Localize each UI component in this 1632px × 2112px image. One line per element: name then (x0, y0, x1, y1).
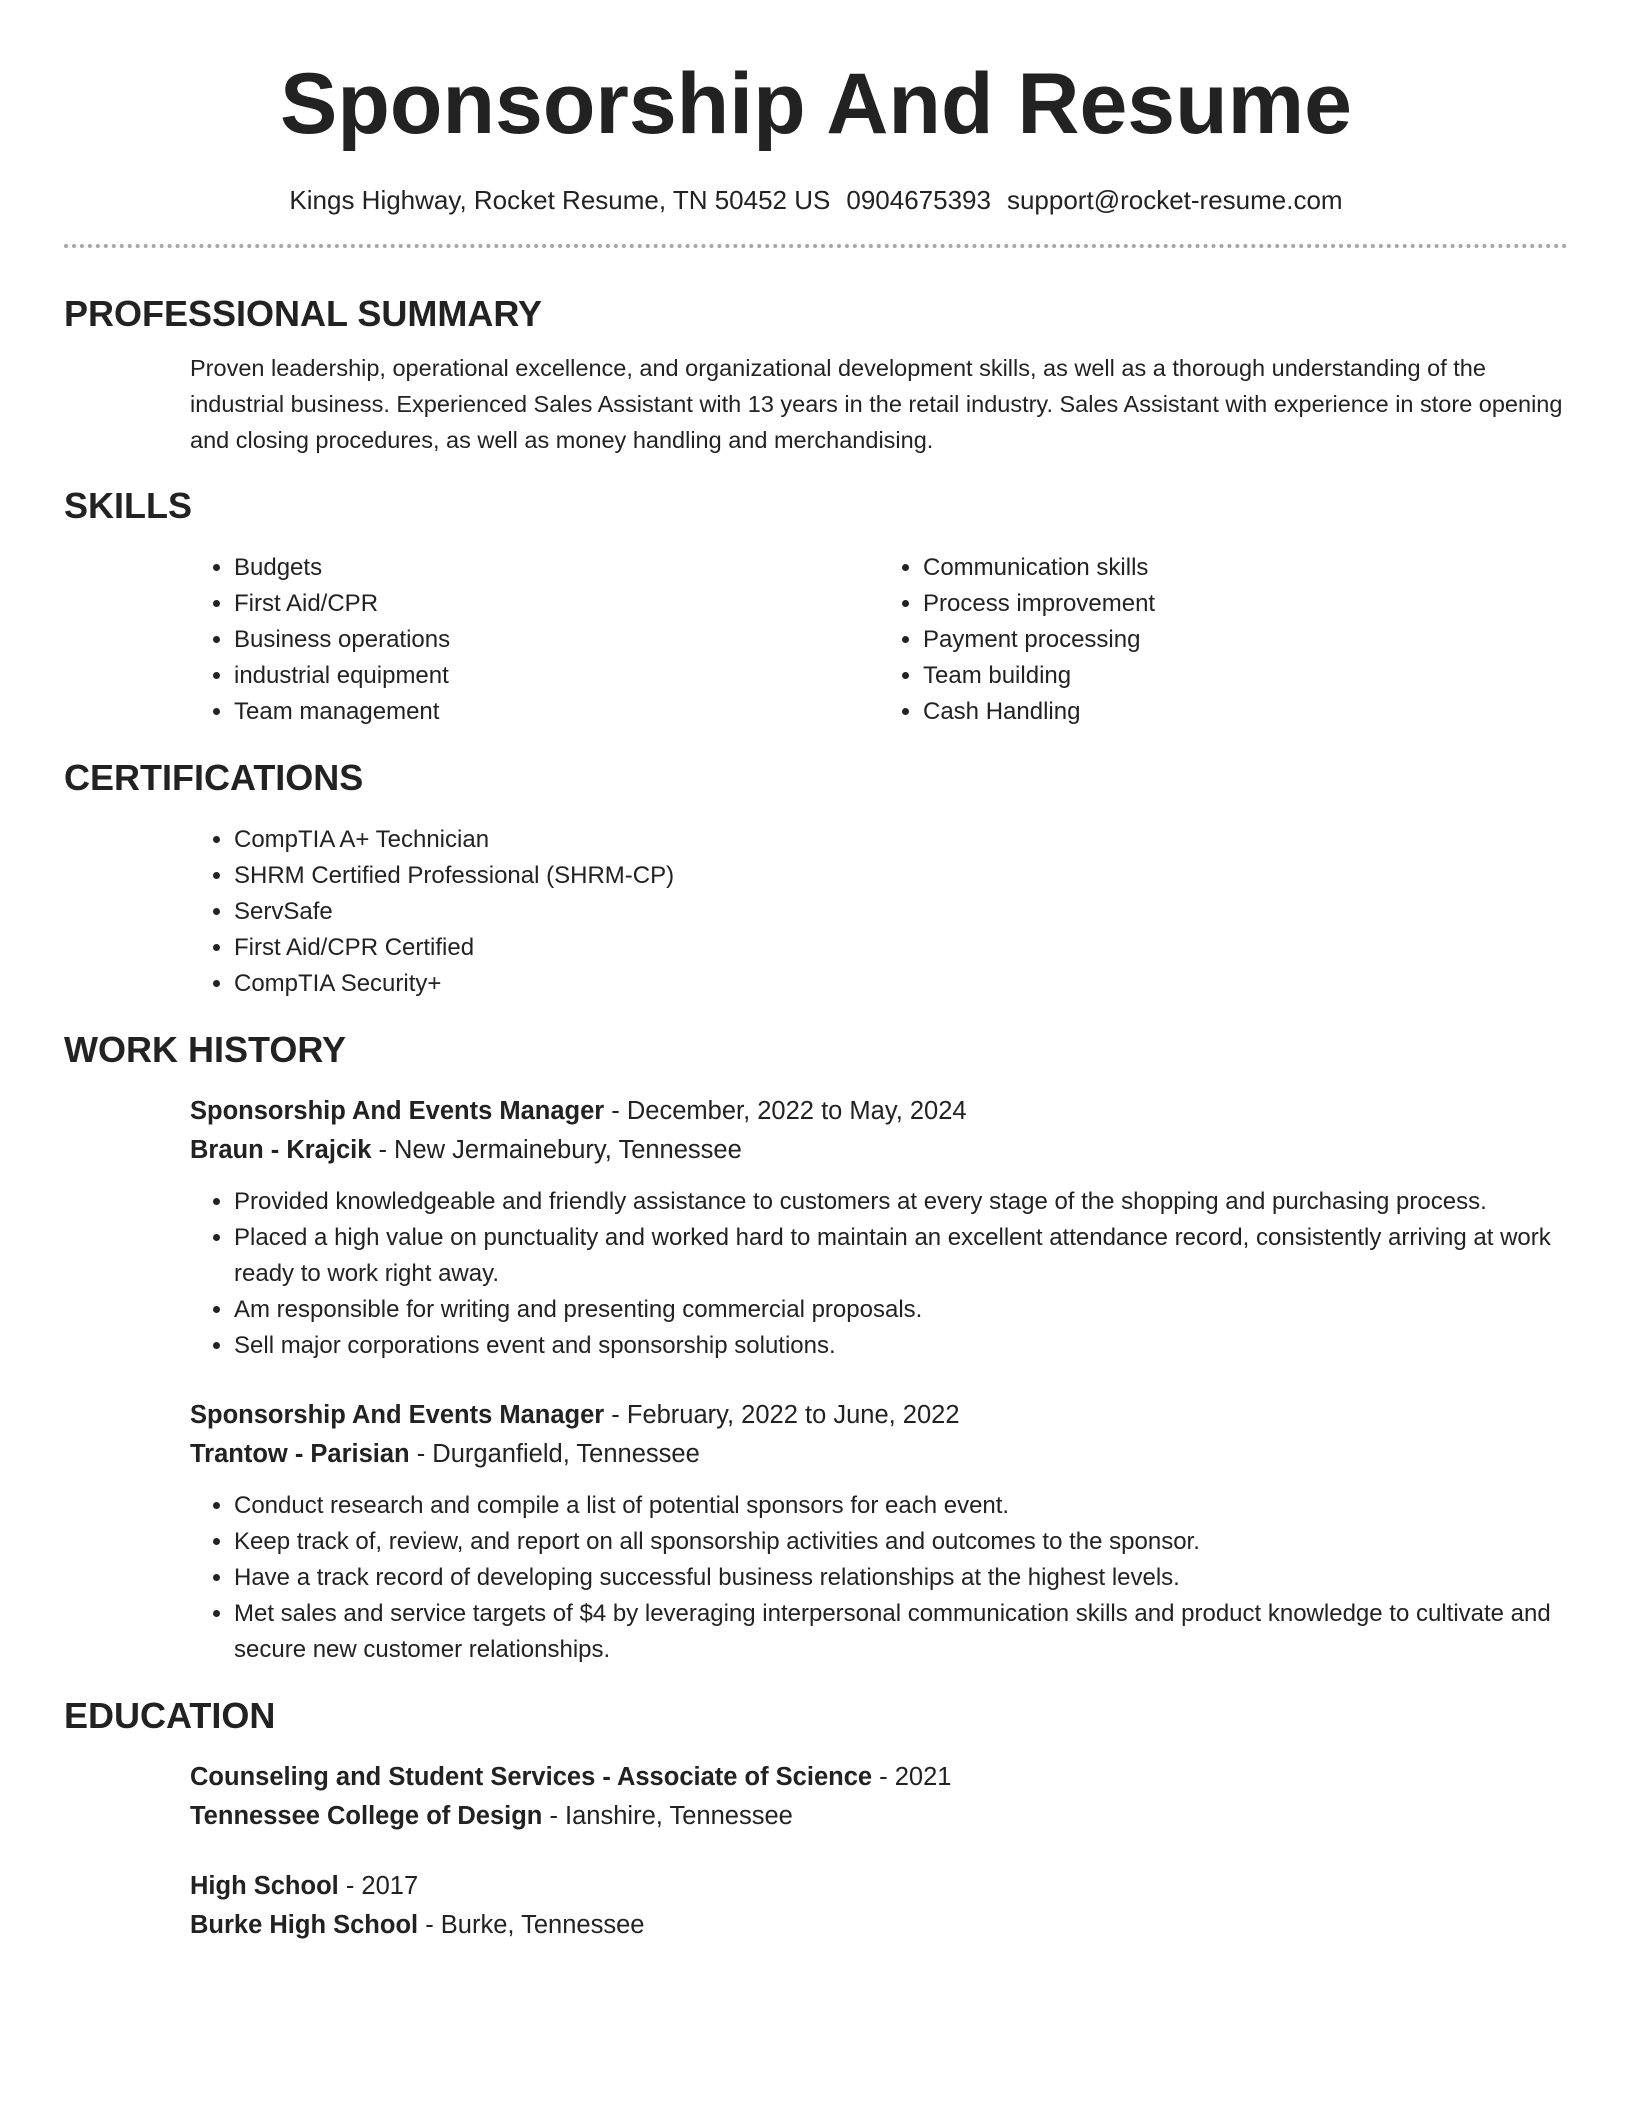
job-duty: • Am responsible for writing and presenting commercial proposals. (234, 1292, 1568, 1328)
certifications-title: CERTIFICATIONS (64, 757, 364, 798)
degree-name: High School (190, 1872, 339, 1900)
skill-item: • Process improvement (923, 586, 1568, 622)
job-company: Trantow - Parisian (190, 1440, 410, 1468)
skills-section (64, 484, 1568, 730)
certification-item: • First Aid/CPR Certified (234, 930, 1568, 966)
skill-item: • industrial equipment (234, 658, 879, 694)
summary-title: PROFESSIONAL SUMMARY (64, 293, 543, 334)
degree-line (190, 1867, 1568, 1906)
school-location: - Burke, Tennessee (418, 1911, 645, 1939)
degree-name: Counseling and Student Services - Associate of Science (190, 1763, 873, 1791)
contact-email: support@rocket-resume.com (1006, 185, 1343, 215)
job-duty: • Keep track of, review, and report on all sponsorship activities and outcomes to the sponsor. (234, 1524, 1568, 1560)
job-company: Braun - Krajcik (190, 1136, 372, 1164)
job-company-line (190, 1131, 1568, 1170)
job-role: Sponsorship And Events Manager (190, 1401, 605, 1429)
job-title-line (190, 1092, 1568, 1131)
job-duties (190, 1184, 1568, 1364)
skills-list-left (190, 550, 879, 730)
job-duty: • Met sales and service targets of $4 by leveraging interpersonal communication skills and product knowledge to cultivate and secure new customer relationships. (234, 1596, 1568, 1668)
job-duty: • Have a track record of developing successful business relationships at the highest levels. (234, 1560, 1568, 1596)
school-line (190, 1906, 1568, 1945)
degree-year: - 2021 (872, 1763, 952, 1791)
skill-item: • Cash Handling (923, 694, 1568, 730)
skills-list-right (879, 550, 1568, 730)
job-location: - Durganfield, Tennessee (409, 1440, 700, 1468)
work-history-section (64, 1028, 1568, 1668)
contact-address: Kings Highway, Rocket Resume, TN 50452 US (289, 185, 831, 215)
skill-item: • Business operations (234, 622, 879, 658)
header-divider (64, 244, 1568, 248)
degree-line (190, 1758, 1568, 1797)
job-dates: - December, 2022 to May, 2024 (604, 1097, 967, 1125)
job-duty: • Provided knowledgeable and friendly assistance to customers at every stage of the shopping and purchasing process. (234, 1184, 1568, 1220)
education-section (64, 1694, 1568, 1945)
job-duty: • Placed a high value on punctuality and worked hard to maintain an excellent attendance record, consistently arriving at work ready to work right away. (234, 1220, 1568, 1292)
school-location: - Ianshire, Tennessee (542, 1802, 793, 1830)
contact-line (64, 182, 1568, 218)
candidate-name: Sponsorship And Resume (280, 56, 1352, 152)
job-location: - New Jermainebury, Tennessee (371, 1136, 742, 1164)
skill-item: • Payment processing (923, 622, 1568, 658)
skill-item: • Budgets (234, 550, 879, 586)
school-name: Burke High School (190, 1911, 419, 1939)
job-role: Sponsorship And Events Manager (190, 1097, 605, 1125)
skill-item: • Communication skills (923, 550, 1568, 586)
job-entry (190, 1396, 1568, 1668)
degree-year: - 2017 (338, 1872, 419, 1900)
job-duties (190, 1488, 1568, 1668)
certification-item: • CompTIA Security+ (234, 966, 1568, 1002)
education-title: EDUCATION (64, 1695, 276, 1736)
certifications-section (64, 756, 1568, 1002)
skill-item: • Team building (923, 658, 1568, 694)
job-company-line (190, 1435, 1568, 1474)
job-duty: • Conduct research and compile a list of potential sponsors for each event. (234, 1488, 1568, 1524)
education-entry (190, 1867, 1568, 1945)
school-line (190, 1797, 1568, 1836)
education-entry (190, 1758, 1568, 1836)
job-duty: • Sell major corporations event and sponsorship solutions. (234, 1328, 1568, 1364)
summary-section (64, 292, 1568, 458)
school-name: Tennessee College of Design (190, 1802, 543, 1830)
job-dates: - February, 2022 to June, 2022 (604, 1401, 960, 1429)
certification-item: • SHRM Certified Professional (SHRM-CP) (234, 858, 1568, 894)
skill-item: • First Aid/CPR (234, 586, 879, 622)
job-entry (190, 1092, 1568, 1364)
certification-item: • CompTIA A+ Technician (234, 822, 1568, 858)
summary-text: Proven leadership, operational excellence, and organizational development skills, as well as a thorough understanding of the industrial business. Experienced Sales Assistant with 13 years in the retail industry. Sales Assistant with experience in store opening and closing procedures, as well as money handling and merchandising. (190, 355, 1563, 453)
skill-item: • Team management (234, 694, 879, 730)
certifications-list (190, 822, 1568, 1002)
job-title-line (190, 1396, 1568, 1435)
skills-title: SKILLS (64, 485, 193, 526)
contact-phone: 0904675393 (846, 185, 991, 215)
certification-item: • ServSafe (234, 894, 1568, 930)
work-history-title: WORK HISTORY (64, 1029, 347, 1070)
